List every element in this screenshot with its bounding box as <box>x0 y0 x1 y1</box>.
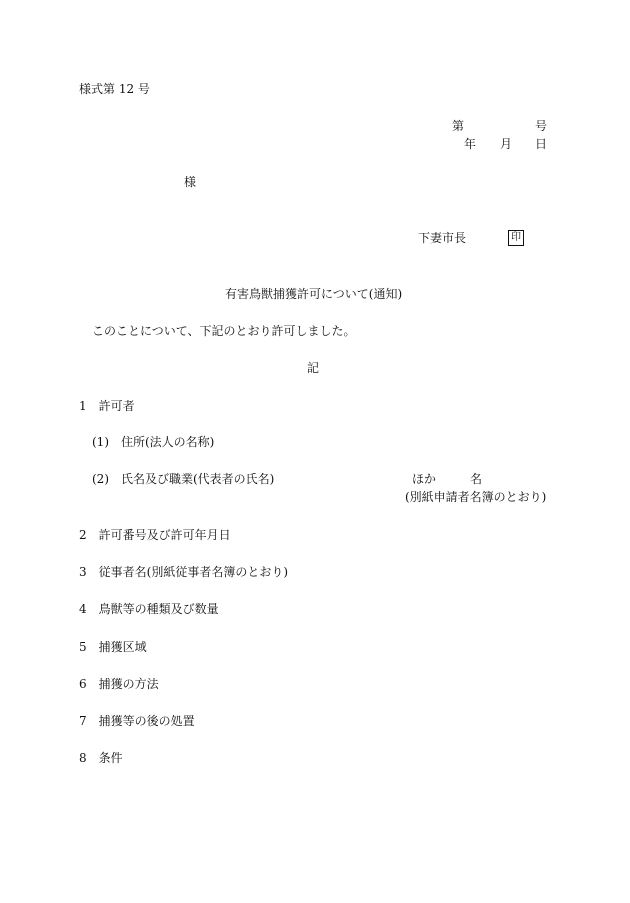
item-1-sub-2-note: (別紙申請者名簿のとおり) <box>405 490 547 504</box>
form-number: 様式第 12 号 <box>79 82 150 96</box>
ki-heading: 記 <box>307 361 320 375</box>
doc-number-prefix: 第 <box>452 119 465 133</box>
addressee-suffix: 様 <box>184 175 197 189</box>
item-1-sub-2-hoka: ほか <box>412 472 437 486</box>
body-text: このことについて、下記のとおり許可しました。 <box>92 324 356 338</box>
item-6: 6 捕獲の方法 <box>79 677 159 691</box>
item-1-sub-2-mei: 名 <box>470 472 483 486</box>
item-1-sub-1: (1) 住所(法人の名称) <box>92 435 215 449</box>
item-8: 8 条件 <box>79 751 123 765</box>
doc-number-suffix: 号 <box>535 119 548 133</box>
item-2: 2 許可番号及び許可年月日 <box>79 528 231 542</box>
document-title: 有害鳥獣捕獲許可について(通知) <box>225 287 403 301</box>
date-day: 日 <box>535 137 548 151</box>
date-month: 月 <box>500 137 513 151</box>
item-5: 5 捕獲区域 <box>79 640 147 654</box>
item-3: 3 従事者名(別紙従事者名簿のとおり) <box>79 565 288 579</box>
item-1: 1 許可者 <box>79 399 135 413</box>
seal-stamp: 印 <box>508 230 524 246</box>
item-1-sub-2: (2) 氏名及び職業(代表者の氏名) <box>92 472 275 486</box>
item-4: 4 鳥獣等の種類及び数量 <box>79 602 219 616</box>
issuer-name: 下妻市長 <box>418 231 467 245</box>
date-year: 年 <box>464 137 477 151</box>
item-7: 7 捕獲等の後の処置 <box>79 714 195 728</box>
